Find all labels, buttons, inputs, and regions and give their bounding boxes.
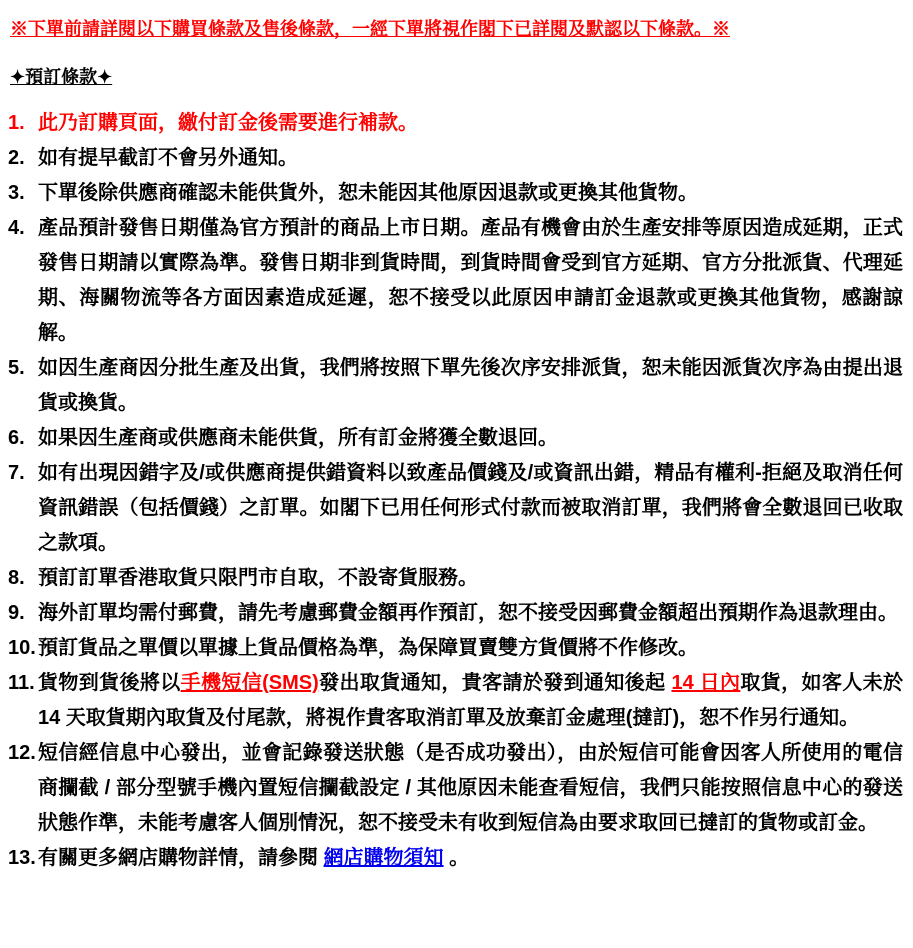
term-item-9: [8, 596, 903, 631]
term-text: [38, 602, 898, 624]
term-text-segment: 預訂訂單香港取貨只限門市自取，不設寄貨服務。: [38, 567, 478, 589]
term-text: [38, 847, 469, 869]
term-text-segment: 取貨，如客人未於 14 天取貨期內取貨及付尾款，將視作貴客取消訂單及放棄訂金處理(撻訂)，恕不作另行通知。: [38, 672, 904, 729]
term-text: [38, 357, 903, 414]
term-number: 12.: [8, 742, 36, 764]
term-text: [38, 182, 698, 204]
term-number: 11.: [8, 672, 35, 694]
term-text-segment: 短信經信息中心發出，並會記錄發送狀態（是否成功發出），由於短信可能會因客人所使用的電信商攔截 / 部分型號手機內置短信攔截設定 / 其他原因未能查看短信，我們只能按照信息中心的發送狀態作準，未能考慮客人個別情況，恕不接受未有收到短信為由要求取回已撻訂的貨物或訂金。: [38, 742, 903, 834]
term-text-segment: 下單後除供應商確認未能供貨外，恕未能因其他原因退款或更換其他貨物。: [38, 182, 698, 204]
term-number: 1.: [8, 112, 25, 134]
term-number: 5.: [8, 357, 25, 379]
term-number: 6.: [8, 427, 25, 449]
term-number: 4.: [8, 217, 25, 239]
term-text-segment: 預訂貨品之單價以單據上貨品價格為準，為保障買賣雙方貨價將不作修改。: [38, 637, 698, 659]
term-number: 13.: [8, 847, 36, 869]
term-item-7: [8, 456, 903, 561]
term-text-segment: 。: [443, 847, 470, 869]
term-item-5: [8, 351, 903, 421]
term-text-segment: 如果因生產商或供應商未能供貨，所有訂金將獲全數退回。: [38, 427, 558, 449]
term-number: 7.: [8, 462, 25, 484]
term-number: 10.: [8, 637, 36, 659]
page-title: ※下單前請詳閱以下購買條款及售後條款，一經下單將視作閣下已詳閱及默認以下條款。※: [10, 19, 730, 39]
term-text: [38, 672, 903, 729]
term-text: [38, 112, 418, 134]
term-number: 8.: [8, 567, 25, 589]
term-item-4: [8, 211, 903, 351]
term-item-1: [8, 106, 903, 141]
term-item-11: [8, 666, 903, 736]
term-text: [38, 462, 903, 554]
term-text-segment: 如有提早截訂不會另外通知。: [38, 147, 298, 169]
term-item-13: [8, 841, 903, 876]
term-item-10: [8, 631, 903, 666]
highlighted-text: 14 日內: [671, 672, 741, 694]
term-text-segment: 如有出現因錯字及/或供應商提供錯資料以致產品價錢及/或資訊出錯，精品有權利-拒絕及取消任何資訊錯誤（包括價錢）之訂單。如閣下已用任何形式付款而被取消訂單，我們將會全數退回已收取之款項。: [38, 462, 903, 554]
term-number: 3.: [8, 182, 25, 204]
term-text: [38, 637, 698, 659]
term-text: [38, 147, 298, 169]
term-text: [38, 567, 478, 589]
term-item-2: [8, 141, 903, 176]
highlighted-text: 手機短信(SMS): [180, 672, 319, 694]
term-text-segment: 海外訂單均需付郵費，請先考慮郵費金額再作預訂，恕不接受因郵費金額超出預期作為退款理由。: [38, 602, 898, 624]
term-item-8: [8, 561, 903, 596]
term-text: [38, 427, 558, 449]
term-text-segment: 此乃訂購頁面，繳付訂金後需要進行補款。: [38, 112, 418, 134]
term-item-12: [8, 736, 903, 841]
term-text-segment: 產品預計發售日期僅為官方預計的商品上市日期。產品有機會由於生產安排等原因造成延期，正式發售日期請以實際為準。發售日期非到貨時間，到貨時間會受到官方延期、官方分批派貨、代理延期、海關物流等各方面因素造成延遲，恕不接受以此原因申請訂金退款或更換其他貨物，感謝諒解。: [38, 217, 903, 344]
term-text-segment: 貨物到貨後將以: [38, 672, 181, 694]
term-item-3: [8, 176, 903, 211]
term-number: 9.: [8, 602, 25, 624]
term-item-6: [8, 421, 903, 456]
term-number: 2.: [8, 147, 25, 169]
term-text: [38, 742, 903, 834]
term-text: [38, 217, 903, 344]
section-title: ✦預訂條款✦: [10, 67, 113, 87]
terms-list: [8, 106, 903, 876]
store-shopping-guide-link[interactable]: 網店購物須知: [323, 847, 444, 869]
term-text-segment: 如因生產商因分批生產及出貨，我們將按照下單先後次序安排派貨，恕未能因派貨次序為由提出退貨或換貨。: [38, 357, 903, 414]
term-text-segment: 發出取貨通知，貴客請於發到通知後起: [318, 672, 672, 694]
term-text-segment: 有關更多網店購物詳情，請參閱: [38, 847, 324, 869]
